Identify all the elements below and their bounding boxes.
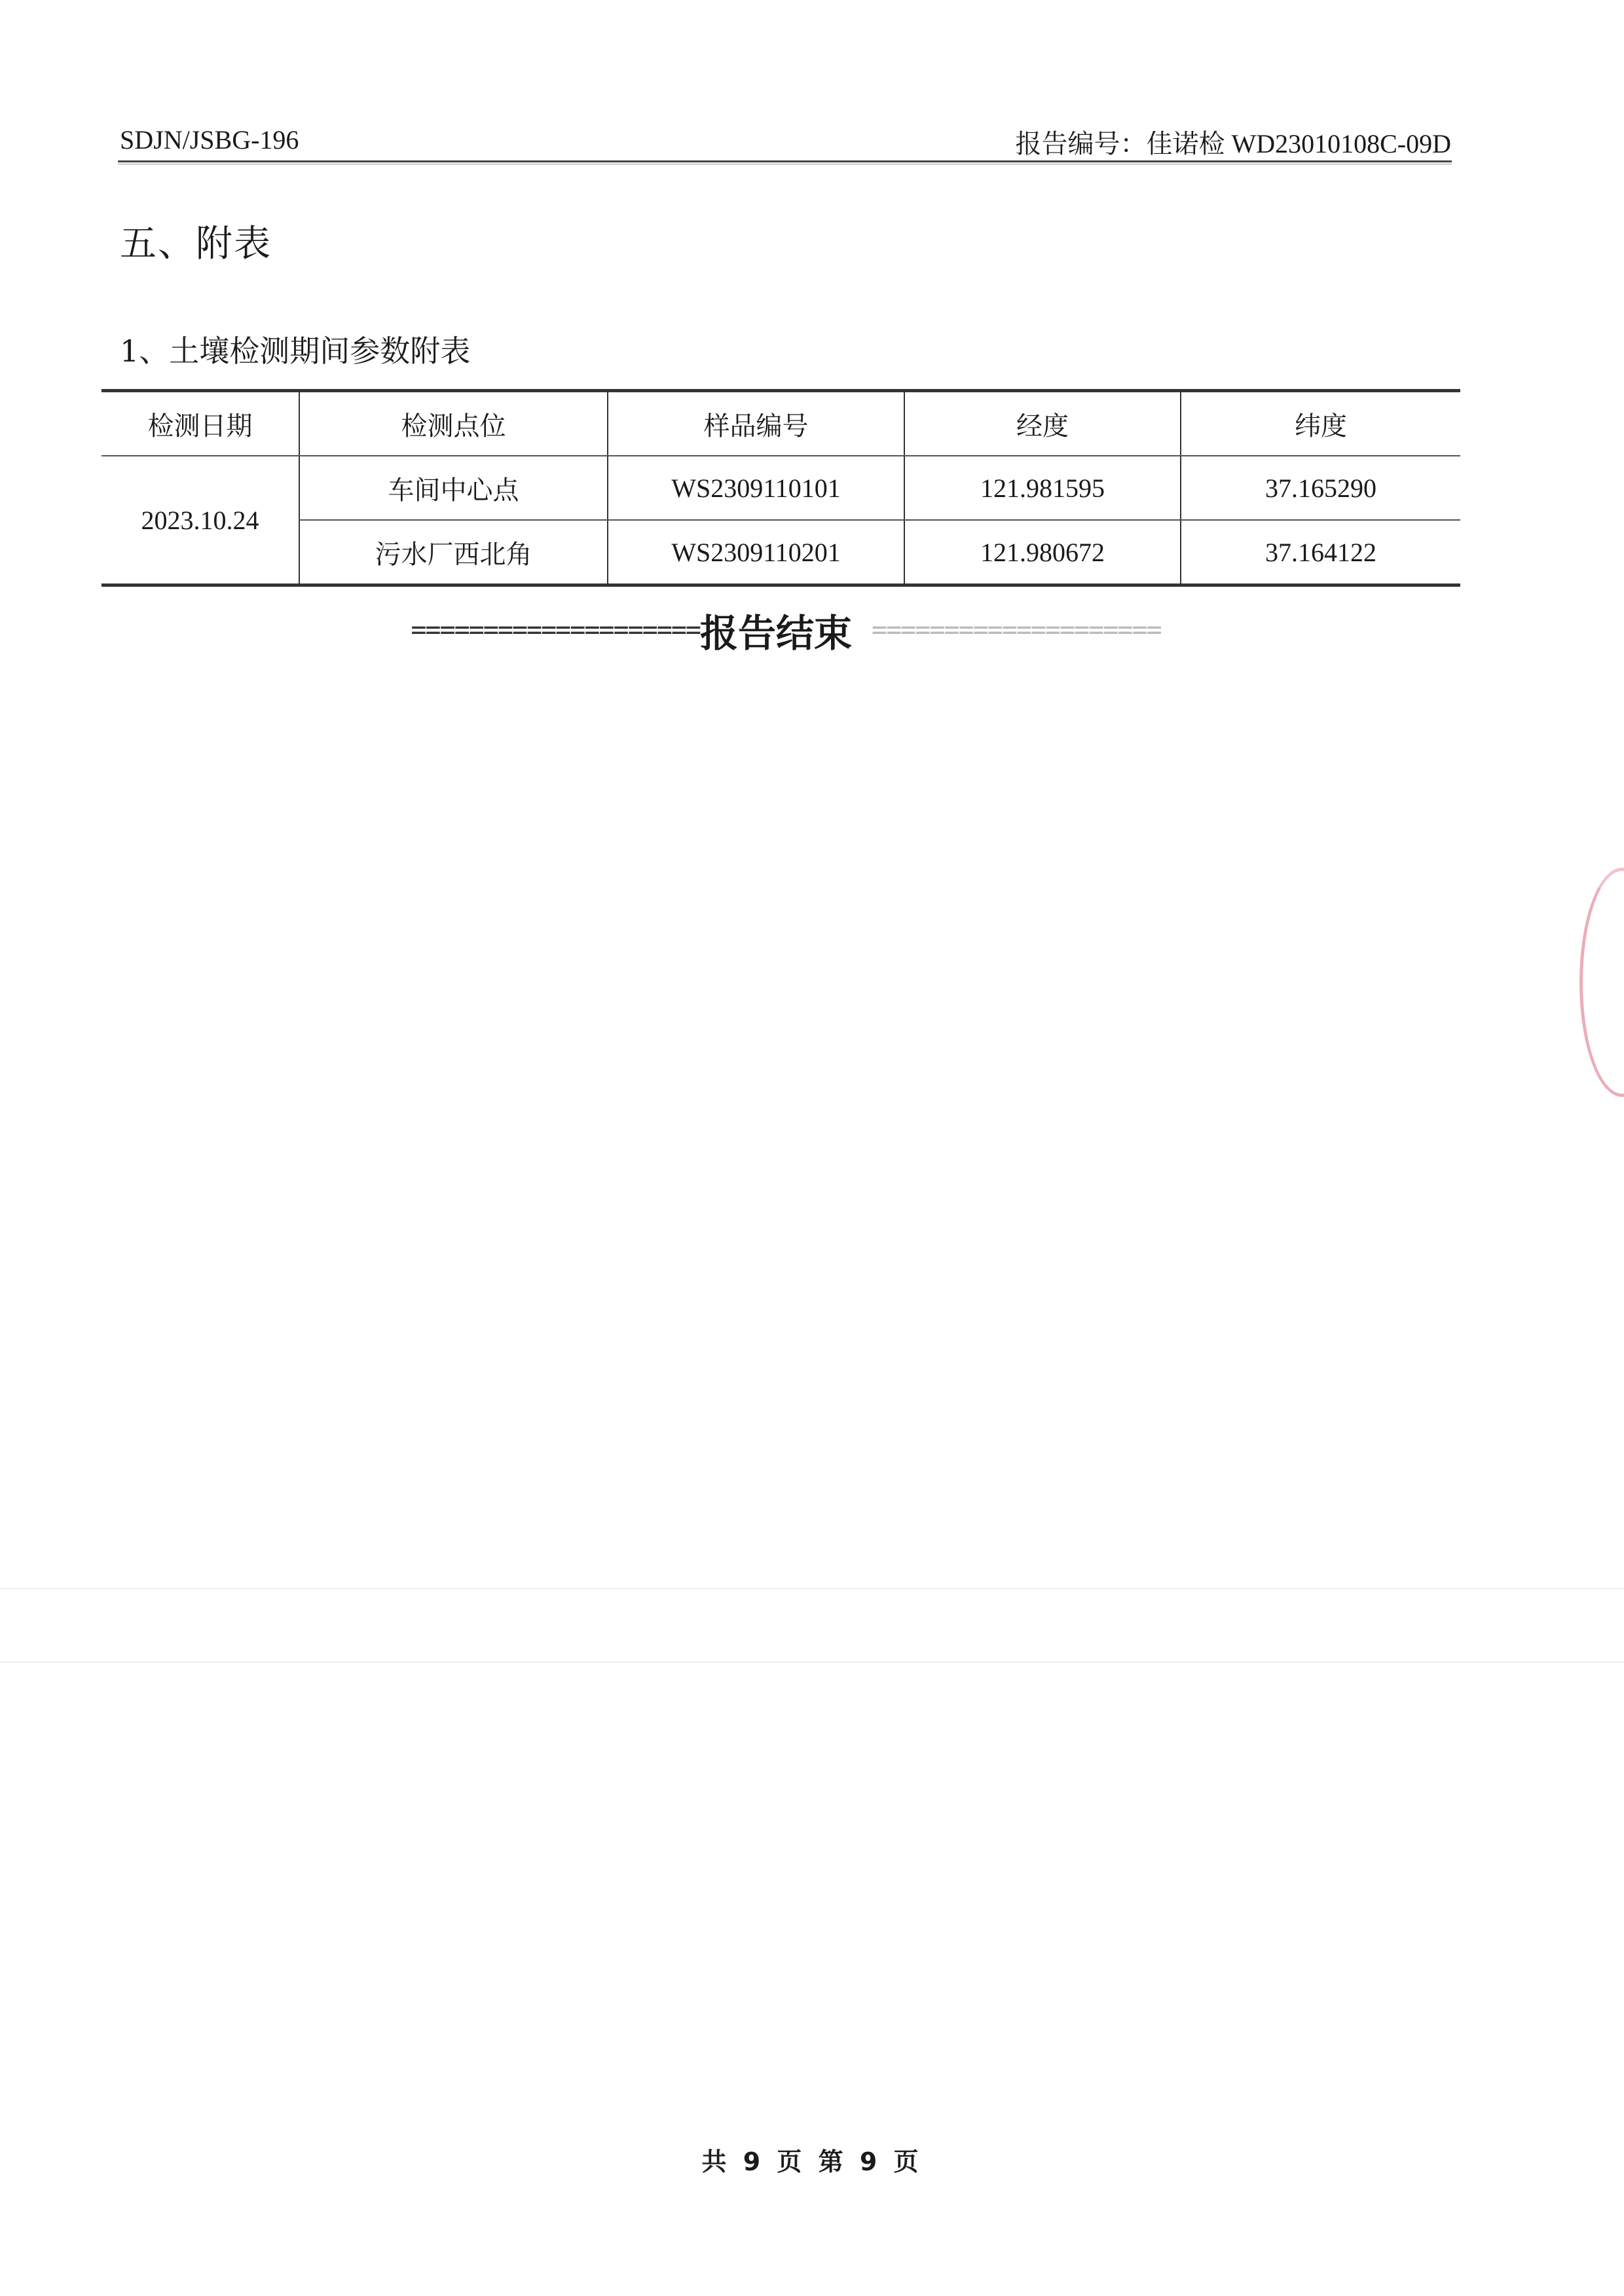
header-location: 检测点位 (299, 391, 608, 456)
scan-artifact-line (0, 1588, 1624, 1589)
end-rule-left: ==================== (411, 615, 700, 645)
header-divider (118, 160, 1452, 164)
cell-location: 污水厂西北角 (299, 520, 608, 585)
table-header-row (101, 391, 1460, 456)
subsection-title: 1、土壤检测期间参数附表 (120, 333, 471, 369)
report-end-text: 报告结束 (699, 611, 852, 656)
cell-longitude: 121.980672 (904, 520, 1181, 585)
cell-latitude: 37.165290 (1181, 456, 1460, 520)
cell-date: 2023.10.24 (101, 456, 299, 585)
document-code: SDJN/JSBG-196 (120, 125, 299, 155)
cell-longitude: 121.981595 (904, 456, 1181, 520)
page-footer: 共 9 页 第 9 页 (701, 2147, 923, 2176)
report-end-marker (229, 602, 1342, 657)
cell-latitude: 37.164122 (1181, 520, 1460, 585)
table-row (101, 520, 1460, 585)
section-title: 五、附表 (120, 223, 272, 265)
seal-stamp-fragment (1579, 868, 1624, 1097)
soil-parameter-table (101, 389, 1460, 587)
table-row (101, 456, 1460, 520)
scan-artifact-line (0, 1661, 1624, 1663)
header-longitude: 经度 (904, 391, 1181, 456)
end-rule-right: ==================== (872, 615, 1161, 645)
cell-sample-id: WS2309110101 (608, 456, 904, 520)
report-number: 报告编号：佳诺检 WD23010108C-09D (1015, 129, 1451, 158)
cell-sample-id: WS2309110201 (608, 520, 904, 585)
header-date: 检测日期 (101, 391, 299, 456)
cell-location: 车间中心点 (299, 456, 608, 520)
header-sample-id: 样品编号 (608, 391, 904, 456)
header-latitude: 纬度 (1181, 391, 1460, 456)
